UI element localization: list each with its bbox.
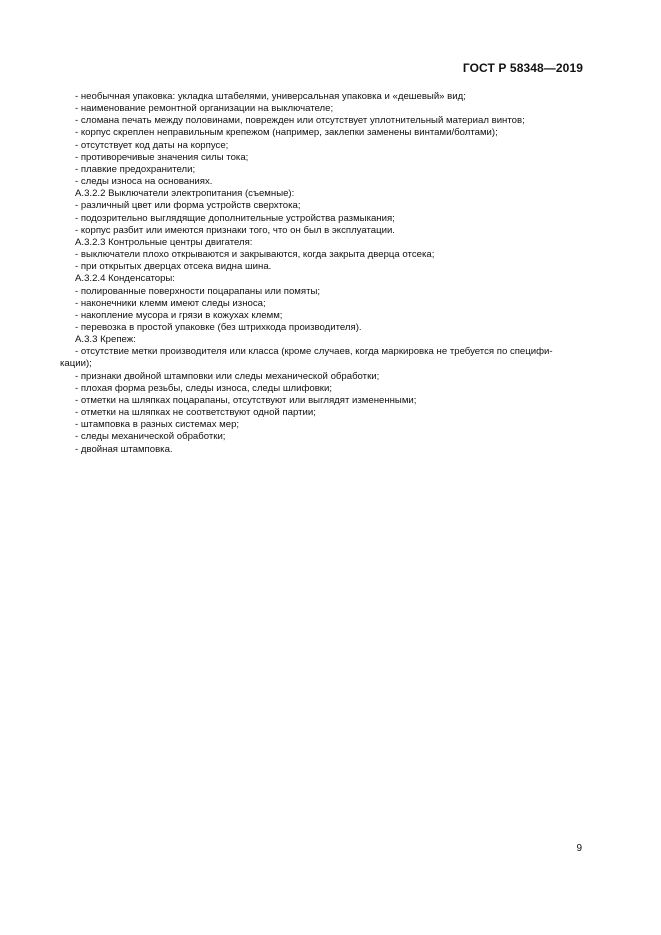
list-item: - признаки двойной штамповки или следы механической обработки; [75, 370, 380, 382]
list-item: - при открытых дверцах отсека видна шина. [75, 261, 272, 273]
list-item: - различный цвет или форма устройств сверхтока; [75, 200, 301, 212]
list-item: - необычная упаковка: укладка штабелями, универсальная упаковка и «дешевый» вид; [75, 91, 466, 102]
document-body [60, 91, 583, 456]
list-item: - следы механической обработки; [75, 431, 226, 443]
list-item: - отметки на шляпках не соответствуют одной партии; [75, 407, 316, 419]
list-item: - отсутствие метки производителя или класса (кроме случаев, когда маркировка не требуется по специфи- [75, 346, 553, 358]
list-item: - штамповка в разных системах мер; [75, 419, 240, 431]
list-item-continuation: кации); [60, 358, 92, 370]
list-item: - отметки на шляпках поцарапаны, отсутствуют или выглядят измененными; [75, 394, 417, 406]
list-item: - наконечники клемм имеют следы износа; [75, 297, 266, 309]
list-item: - сломана печать между половинами, поврежден или отсутствует уплотнительный материал винтов; [75, 115, 525, 127]
list-item: - перевозка в простой упаковке (без штрихкода производителя). [75, 321, 362, 333]
section-heading: А.3.2.3 Контрольные центры двигателя: [75, 236, 253, 248]
section-heading: А.3.2.4 Конденсаторы: [75, 273, 175, 285]
list-item: - корпус скреплен неправильным крепежом (например, заклепки заменены винтами/болтами); [75, 127, 498, 139]
list-item: - выключатели плохо открываются и закрываются, когда закрыта дверца отсека; [75, 249, 435, 261]
list-item: - плохая форма резьбы, следы износа, следы шлифовки; [75, 382, 333, 394]
section-heading: А.3.2.2 Выключатели электропитания (съемные): [75, 188, 295, 200]
list-item: - накопление мусора и грязи в кожухах клемм; [75, 309, 283, 321]
list-item: - двойная штамповка. [75, 443, 173, 455]
page-number: 9 [576, 843, 582, 854]
list-item: - отсутствует код даты на корпусе; [75, 139, 229, 151]
document-header-gost-number: ГОСТ Р 58348—2019 [462, 61, 583, 75]
section-heading: А.3.3 Крепеж: [75, 334, 136, 346]
list-item: - противоречивые значения силы тока; [75, 151, 249, 163]
list-item: - следы износа на основаниях. [75, 176, 213, 188]
list-item: - наименование ремонтной организации на выключателе; [75, 103, 334, 115]
list-item: - полированные поверхности поцарапаны или помяты; [75, 285, 321, 297]
list-item: - корпус разбит или имеются признаки того, что он был в эксплуатации. [75, 224, 395, 236]
list-item: - плавкие предохранители; [75, 163, 196, 175]
list-item: - подозрительно выглядящие дополнительные устройства размыкания; [75, 212, 395, 224]
